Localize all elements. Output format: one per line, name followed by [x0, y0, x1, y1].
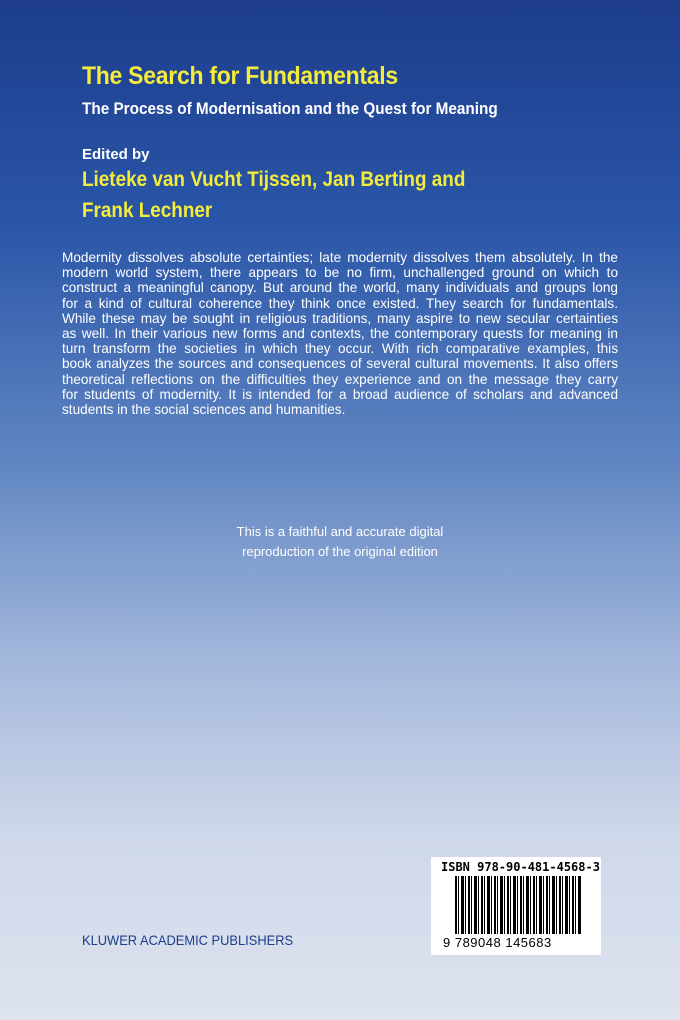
book-subtitle: The Process of Modernisation and the Quest for Meaning [82, 99, 498, 118]
editors-line-2: Frank Lechner [82, 199, 213, 222]
blurb-line: modern world system, there appears to be no firm, unchallenged ground on which to [62, 265, 618, 281]
edited-by-label: Edited by [82, 146, 150, 163]
book-title: The Search for Fundamentals [82, 62, 398, 90]
blurb-line: as well. In their various new forms and contexts, the contemporary quests for meaning in [62, 326, 618, 342]
blurb-line: theoretical reflections on the difficulties they experience and on the message they carry [62, 371, 618, 387]
isbn-barcode [431, 857, 601, 955]
isbn-text: ISBN 978-90-481-4568-3 [441, 860, 600, 874]
blurb-line: book analyzes the sources and consequences of several cultural movements. It also offers [62, 356, 618, 372]
barcode-bars [455, 876, 581, 934]
blurb-line: construct a meaningful canopy. But around the world, many individuals and groups long [62, 280, 618, 296]
reproduction-notice [0, 522, 680, 562]
editors-line-1: Lieteke van Vucht Tijssen, Jan Berting and [82, 168, 466, 191]
reproduction-line-1: This is a faithful and accurate digital [236, 524, 444, 539]
blurb-line: Modernity dissolves absolute certainties; late modernity dissolves them absolutely. In the [62, 250, 618, 265]
ean-number: 9 789048 145683 [443, 935, 552, 950]
blurb-line: for students of modernity. It is intended for a broad audience of scholars and advanced [62, 386, 618, 402]
publisher-name: KLUWER ACADEMIC PUBLISHERS [82, 932, 294, 948]
blurb-line: for a kind of cultural coherence they think once existed. They search for fundamentals. [62, 295, 618, 311]
blurb-line: While these may be sought in religious traditions, many aspire to new secular certainties [62, 310, 618, 326]
blurb [62, 250, 618, 417]
reproduction-line-2: reproduction of the original edition [242, 544, 438, 559]
blurb-line: students in the social sciences and humanities. [62, 402, 346, 418]
blurb-line: turn transform the societies in which they occur. With rich comparative examples, this [62, 341, 618, 357]
